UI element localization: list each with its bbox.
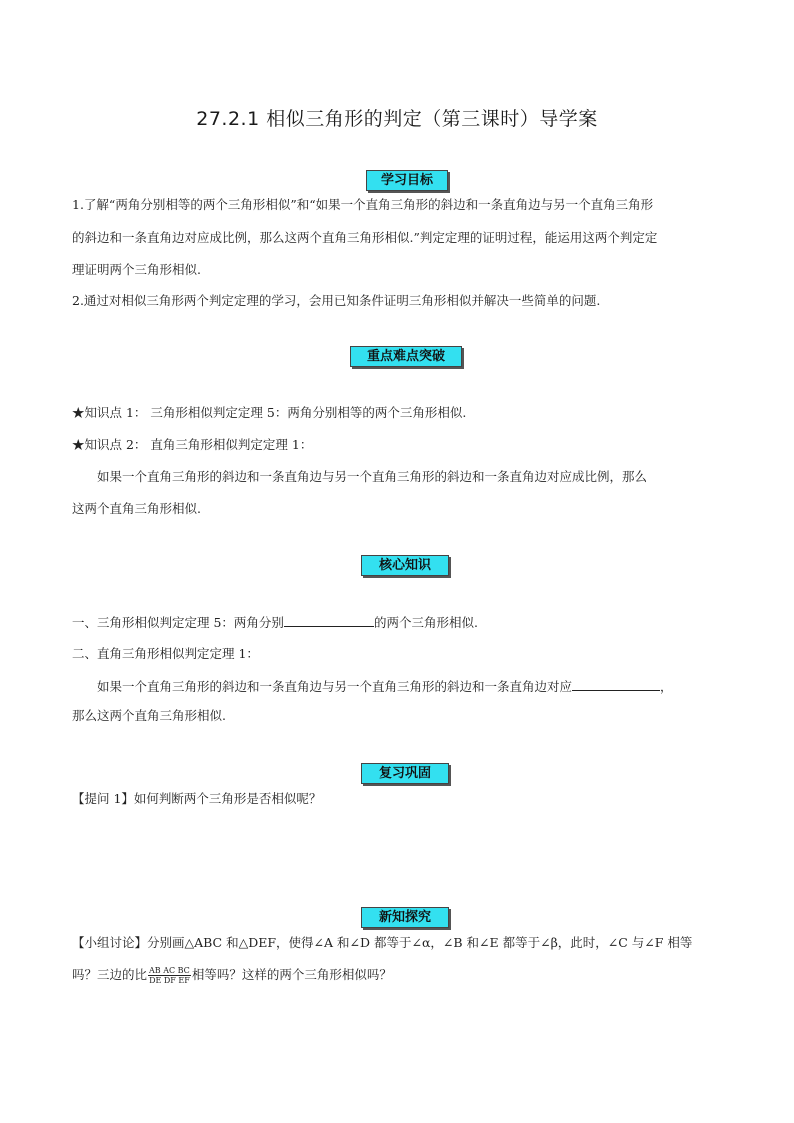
- fraction-numerator: AB AC BC: [149, 966, 190, 975]
- core-item-1-text-a: 一、三角形相似判定定理 5：两角分别: [72, 615, 284, 630]
- fraction-denominator: DE DF EF: [149, 976, 190, 985]
- document-title: 27.2.1 相似三角形的判定（第三课时）导学案: [196, 108, 598, 130]
- knowledge-point-2: ★知识点 2： 直角三角形相似判定定理 1：: [72, 437, 313, 452]
- section-badge-goals: 学习目标: [366, 170, 448, 191]
- goals-line-3: 理证明两个三角形相似.: [72, 262, 201, 277]
- goals-line-4: 2.通过对相似三角形两个判定定理的学习，会用已知条件证明三角形相似并解决一些简单的问题.: [72, 293, 601, 308]
- section-badge-explore: 新知探究: [361, 907, 449, 928]
- explore-text-a: 吗？三边的比: [72, 967, 148, 982]
- section-badge-key-points: 重点难点突破: [350, 346, 462, 367]
- section-badge-core: 核心知识: [361, 555, 449, 576]
- explore-discussion-line-1: 【小组讨论】分别画△ABC 和△DEF，使得∠A 和∠D 都等于∠α，∠B 和∠E 都等于∠β，此时，∠C 与∠F 相等: [72, 935, 693, 950]
- fill-blank-1[interactable]: [284, 612, 374, 627]
- core-item-2-text-a: 如果一个直角三角形的斜边和一条直角边与另一个直角三角形的斜边和一条直角边对应: [97, 679, 573, 694]
- core-item-2-text-b: ，: [660, 679, 673, 694]
- goals-line-1: 1.了解“两角分别相等的两个三角形相似”和“如果一个直角三角形的斜边和一条直角边与另一个直角三角形: [72, 197, 654, 212]
- fill-blank-2[interactable]: [572, 676, 660, 691]
- knowledge-point-1: ★知识点 1： 三角形相似判定定理 5：两角分别相等的两个三角形相似.: [72, 405, 467, 420]
- explore-discussion-line-2: [72, 965, 732, 985]
- goals-line-2: 的斜边和一条直角边对应成比例，那么这两个直角三角形相似.”判定定理的证明过程，能运用这两个判定定: [72, 230, 658, 245]
- core-item-2-body-line-2: 那么这两个直角三角形相似.: [72, 708, 226, 723]
- explore-text-b: 相等吗？这样的两个三角形相似吗？: [191, 967, 392, 982]
- core-item-1: [72, 612, 732, 633]
- knowledge-point-2-body-line-2: 这两个直角三角形相似.: [72, 501, 201, 516]
- knowledge-point-2-body-line-1: 如果一个直角三角形的斜边和一条直角边与另一个直角三角形的斜边和一条直角边对应成比例，那么: [97, 469, 648, 484]
- core-item-2-body-line-1: [97, 676, 757, 697]
- core-item-2: 二、直角三角形相似判定定理 1：: [72, 646, 259, 661]
- core-item-1-text-b: 的两个三角形相似.: [373, 615, 478, 630]
- section-badge-review: 复习巩固: [361, 763, 449, 784]
- side-ratio-fraction: [148, 966, 191, 985]
- review-question-1: 【提问 1】如何判断两个三角形是否相似呢？: [72, 791, 322, 806]
